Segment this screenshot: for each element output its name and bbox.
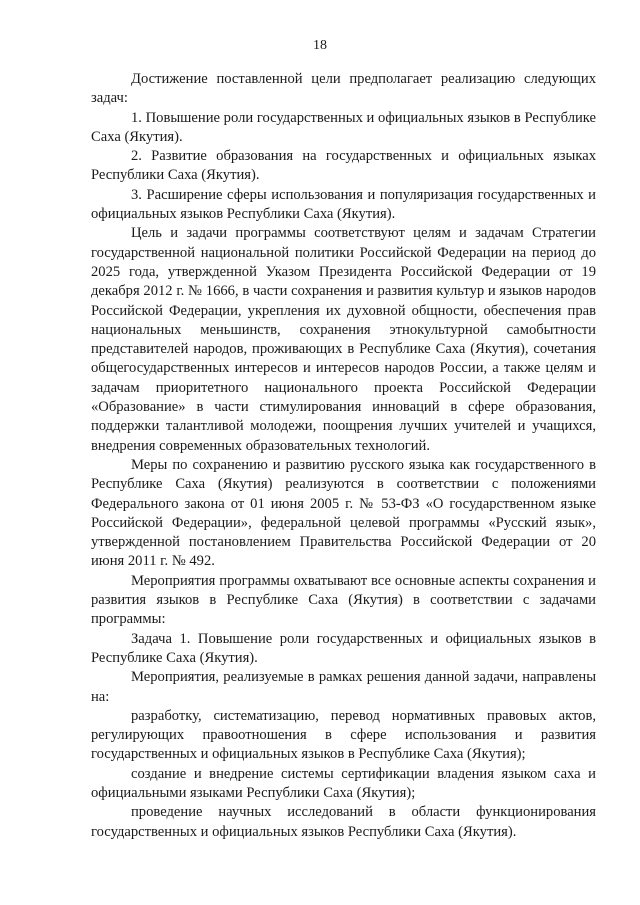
paragraph: 1. Повышение роли государственных и официальных языков в Республике Саха (Якутия). xyxy=(91,109,596,145)
paragraph: Мероприятия, реализуемые в рамках решения данной задачи, направлены на: xyxy=(91,669,596,705)
paragraph: 2. Развитие образования на государственных и официальных языках Республики Саха (Якутия). xyxy=(91,148,596,184)
paragraph: 3. Расширение сферы использования и популяризация государственных и официальных языков Республики Саха (Якутия). xyxy=(91,186,596,223)
paragraph: Меры по сохранению и развитию русского языка как государственного в Республике Саха (Якутия) реализуются в соответствии с положениями Федерального закона от 01 июня 2005 г. № 53-ФЗ «О государственном языке Российской Федерации», федеральной целевой программы «Русский язык», утвержденной постановлением Правительства Российской Федерации от 20 июня 2011 г. № 492. xyxy=(91,456,596,570)
paragraph: проведение научных исследований в области функционирования государственных и официальных языков Республики Саха (Якутия). xyxy=(91,804,596,840)
paragraph: Достижение поставленной цели предполагает реализацию следующих задач: xyxy=(91,71,596,107)
paragraph: создание и внедрение системы сертификации владения языком саха и официальными языками Республики Саха (Якутия); xyxy=(91,765,596,801)
paragraph: разработку, систематизацию, перевод нормативных правовых актов, регулирующих правоотношения в сфере использования и развития государственных и официальных языков в Республике Саха (Якутия); xyxy=(91,707,596,763)
document-body xyxy=(91,70,596,842)
paragraph: Цель и задачи программы соответствуют целям и задачам Стратегии государственной национальной политики Российской Федерации на период до 2025 года, утвержденной Указом Президента Российской Федерации от 19 декабря 2012 г. № 1666, в части сохранения и развития культур и языков народов Российской Федерации, укрепления их духовной общности, обеспечения прав национальных меньшинств, сохранения этнокультурной самобытности представителей народов, проживающих в Республике Саха (Якутия), сочетания общегосударственных интересов и интересов народов России, а также целям и задачам приоритетного национального проекта Российской Федерации «Образование» в части стимулирования инноваций в сфере образования, поддержки талантливой молодежи, поощрения лучших учителей и учащихся, внедрения современных образовательных технологий. xyxy=(91,225,596,454)
page-number: 18 xyxy=(313,38,327,53)
paragraph: Мероприятия программы охватывают все основные аспекты сохранения и развития языков в Республике Саха (Якутия) в соответствии с задачами программы: xyxy=(91,572,596,628)
paragraph: Задача 1. Повышение роли государственных и официальных языков в Республике Саха (Якутия). xyxy=(91,630,596,666)
